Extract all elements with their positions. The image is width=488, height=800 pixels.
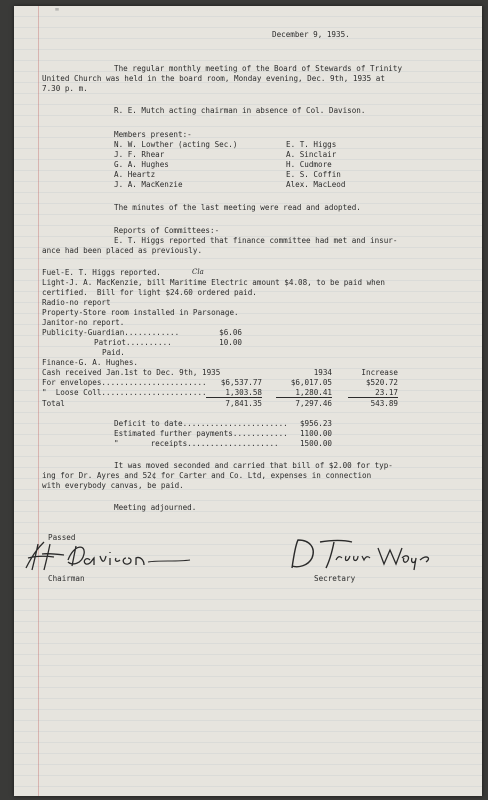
- handwritten-insert: Cla: [192, 268, 204, 276]
- light-report: certified. Bill for light $24.60 ordered paid.: [42, 288, 257, 297]
- member-left: A. Heartz: [114, 170, 156, 179]
- member-left: G. A. Hughes: [114, 160, 169, 169]
- janitor-report: Janitor-no report.: [42, 318, 125, 327]
- estimated-amount: 1100.00: [299, 429, 332, 438]
- envelopes-1935: $6,537.77: [220, 378, 262, 387]
- reports-line: E. T. Higgs reported that finance committee had met and insur-: [114, 236, 398, 245]
- envelopes-label: For envelopes.......................: [42, 378, 207, 387]
- margin-rule: [38, 6, 39, 796]
- minutes-adopted: The minutes of the last meeting were read and adopted.: [114, 203, 361, 212]
- member-left: J. A. MacKenzie: [114, 180, 183, 189]
- loose-1935: 1,303.58: [206, 388, 262, 398]
- deficit-label: Deficit to date.......................: [114, 419, 288, 428]
- patriot-amount: 10.00: [219, 338, 242, 347]
- chairman-label: Chairman: [48, 574, 85, 583]
- passed-label: Passed: [48, 533, 76, 542]
- loose-1934: 1,280.41: [276, 388, 332, 398]
- deficit-amount: $956.23: [299, 419, 332, 428]
- document-date: December 9, 1935.: [272, 30, 350, 39]
- publicity-amount: $6.06: [219, 328, 242, 337]
- member-right: E. S. Coffin: [286, 170, 341, 179]
- fuel-report: Fuel-E. T. Higgs reported.: [42, 268, 161, 277]
- chair-note: R. E. Mutch acting chairman in absence of Col. Davison.: [114, 106, 366, 115]
- motion-line: ing for Dr. Ayres and 52¢ for Carter and Co. Ltd, expenses in connection: [42, 471, 372, 480]
- loose-label: " Loose Coll.......................: [42, 388, 207, 397]
- total-increase: 543.89: [370, 399, 398, 408]
- publicity-label: Publicity-Guardian............: [42, 328, 180, 337]
- intro-line: The regular monthly meeting of the Board of Stewards of Trinity: [114, 64, 403, 73]
- total-1935: 7,841.35: [225, 399, 262, 408]
- motion-line: It was moved seconded and carried that bill of $2.00 for typ-: [114, 461, 393, 470]
- minutes-page: [14, 6, 482, 796]
- receipts-label: " receipts....................: [114, 439, 279, 448]
- intro-line: 7.30 p. m.: [42, 84, 88, 93]
- member-right: E. T. Higgs: [286, 140, 337, 149]
- member-left: J. F. Rhear: [114, 150, 165, 159]
- intro-line: United Church was held in the board room, Monday evening, Dec. 9th, 1935 at: [42, 74, 385, 83]
- member-right: H. Cudmore: [286, 160, 332, 169]
- patriot-label: Patriot..........: [94, 338, 172, 347]
- loose-increase: 23.17: [348, 388, 398, 398]
- envelopes-1934: $6,017.05: [290, 378, 332, 387]
- top-mark: ": [54, 7, 61, 18]
- secretary-label: Secretary: [314, 574, 356, 583]
- reports-line: ance had been placed as previously.: [42, 246, 203, 255]
- column-increase: Increase: [361, 368, 398, 377]
- paid-label: Paid.: [102, 348, 125, 357]
- total-label: Total: [42, 399, 65, 408]
- chairman-signature: [20, 538, 200, 576]
- member-right: A. Sinclair: [286, 150, 337, 159]
- receipts-amount: 1500.00: [299, 439, 332, 448]
- light-report: Light-J. A. MacKenzie, bill Maritime Electric amount $4.08, to be paid when: [42, 278, 385, 287]
- total-1934: 7,297.46: [295, 399, 332, 408]
- reports-heading: Reports of Committees:-: [114, 226, 220, 235]
- column-1934: 1934: [313, 368, 332, 377]
- secretary-signature: [286, 534, 436, 576]
- estimated-label: Estimated further payments............: [114, 429, 288, 438]
- finance-report: Finance-G. A. Hughes.: [42, 358, 139, 367]
- property-report: Property-Store room installed in Parsonage.: [42, 308, 239, 317]
- motion-line: with everybody canvas, be paid.: [42, 481, 184, 490]
- member-right: Alex. MacLeod: [286, 180, 346, 189]
- radio-report: Radio-no report: [42, 298, 111, 307]
- envelopes-increase: $520.72: [365, 378, 398, 387]
- members-heading: Members present:-: [114, 130, 192, 139]
- adjourned-line: Meeting adjourned.: [114, 503, 197, 512]
- member-left: N. W. Lowther (acting Sec.): [114, 140, 238, 149]
- cash-heading: Cash received Jan.1st to Dec. 9th, 1935: [42, 368, 221, 377]
